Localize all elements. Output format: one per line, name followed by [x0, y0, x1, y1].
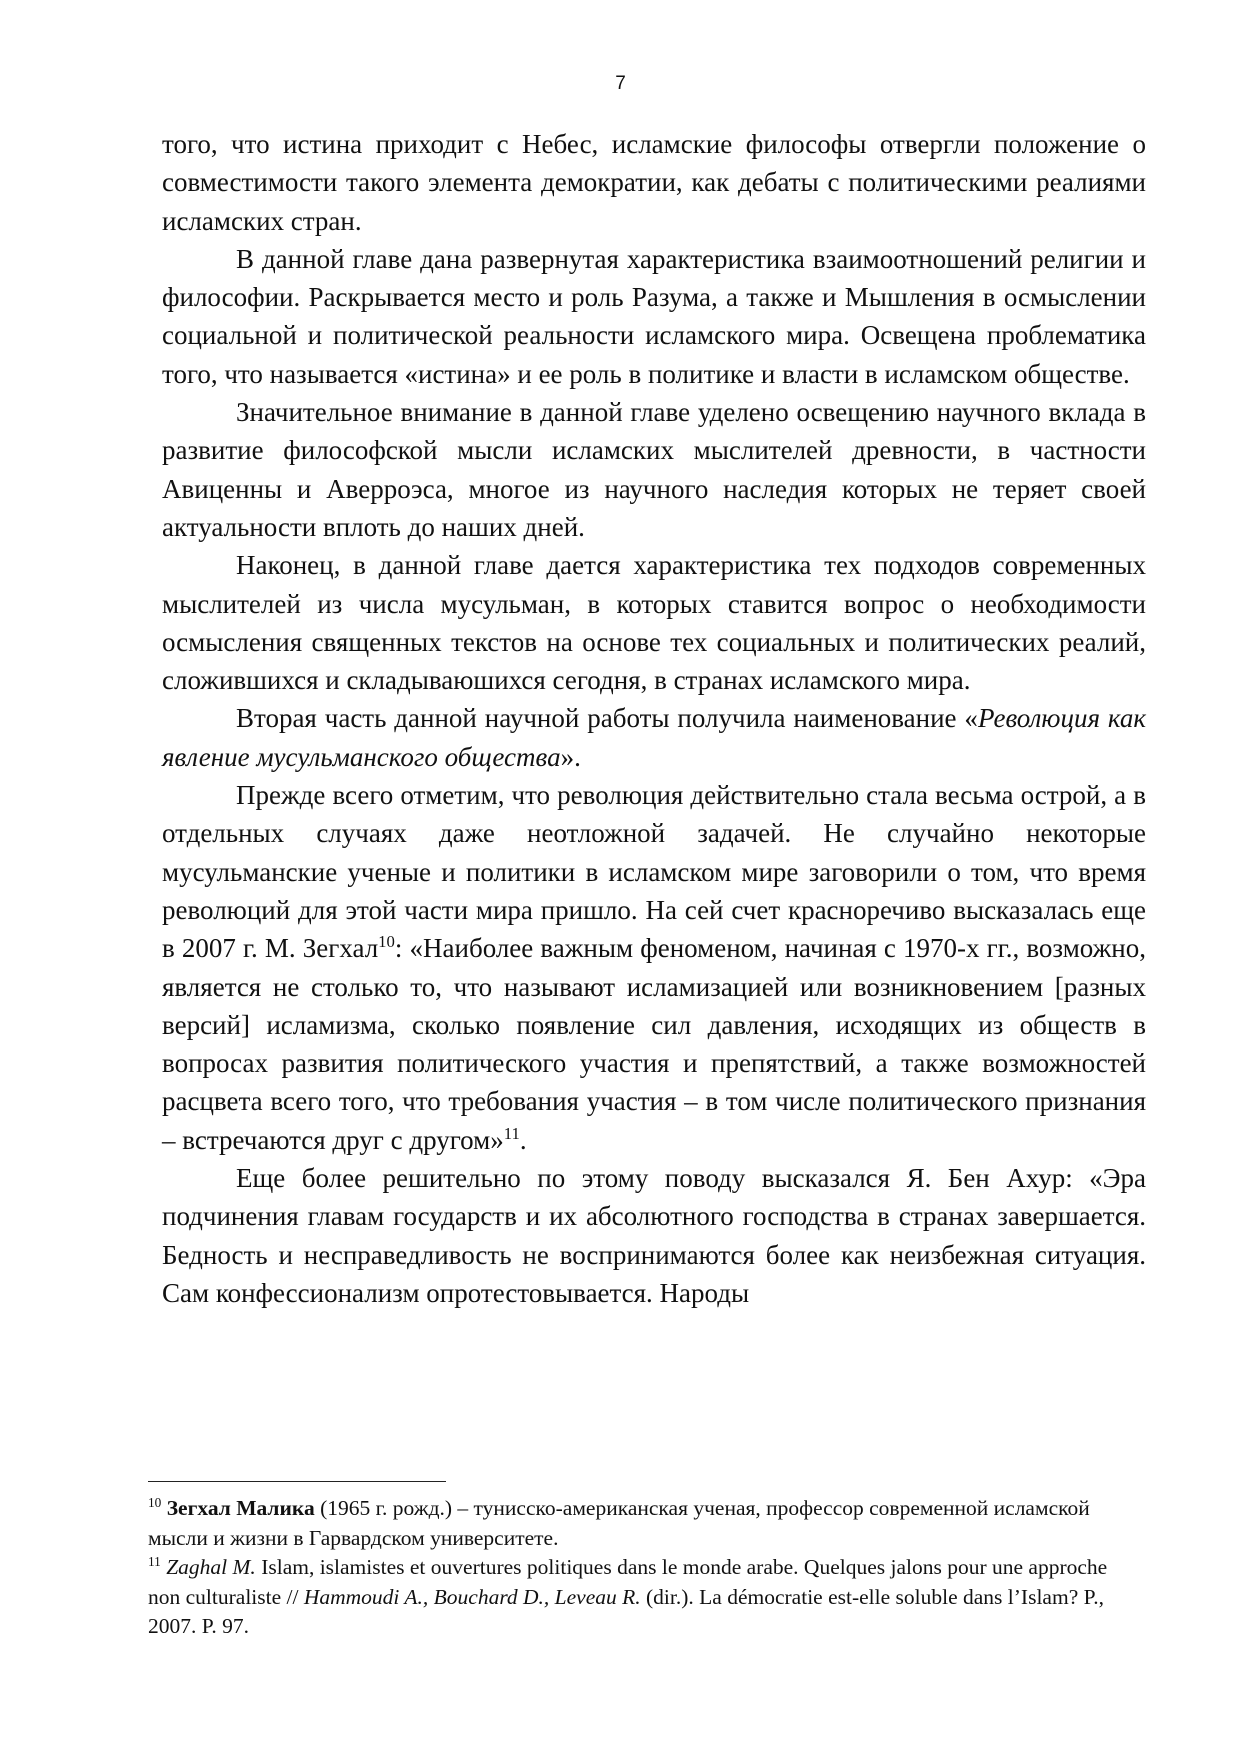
- footnote-11-number: 11: [148, 1553, 161, 1569]
- footnote-10-number: 10: [148, 1494, 162, 1510]
- footnote-ref-11: 11: [503, 1123, 520, 1143]
- paragraph-3: Значительное внимание в данной главе уделено освещению научного вклада в развитие философской мысли исламских мыслителей древности, в частности Авиценны и Аверроэса, многое из научного наследия которых не теряет своей актуальности вплоть до наших дней.: [162, 397, 1146, 542]
- footnote-11: [148, 1553, 1133, 1642]
- footnote-separator: [148, 1481, 446, 1482]
- paragraph-6-part-2: : «Наиболее важным феноменом, начиная с 1970-х гг., возможно, является не столько то, что называют исламизацией или возникновением [разных версий] исламизма, сколько появление сил давления, исходящих из обществ в вопросах развития политического участия и препятствий, а также возможностей расцвета всего того, что требования участия – в том числе политического признания – встречаются друг с другом»: [162, 933, 1146, 1155]
- paragraph-4: Наконец, в данной главе дается характеристика тех подходов современных мыслителей из числа мусульман, в которых ставится вопрос о необходимости осмысления священных текстов на основе тех социальных и политических реалий, сложившихся и складываюшихся сегодня, в странах исламского мира.: [162, 550, 1146, 696]
- main-text: [162, 125, 1146, 1312]
- footnote-11-author: Zaghal M.: [166, 1555, 256, 1579]
- footnote-11-text-1: Islam, islamistes et ouvertures politiques dans le monde arabe. Quelques jalons pour une approche non culturaliste //: [148, 1555, 1108, 1609]
- footnote-11-editors: Hammoudi A., Bouchard D., Leveau R.: [303, 1584, 641, 1609]
- paragraph-7: Еще более решительно по этому поводу высказался Я. Бен Ахур: «Эра подчинения главам государств и их абсолютного господства в странах завершается. Бедность и несправедливость не воспринимаются более как неизбежная ситуация. Сам конфессионализм опротестовывается. Народы: [162, 1163, 1146, 1308]
- paragraph-5-start: Вторая часть данной научной работы получила наименование «: [236, 703, 978, 734]
- footnote-10: [148, 1494, 1133, 1553]
- paragraph-6-part-1: Прежде всего отметим, что революция действительно стала весьма острой, а в отдельных случаях даже неотложной задачей. Не случайно некоторые мусульманские ученые и политики в исламском мире заговорили о том, что время революций для этой части мира пришло. На сей счет красноречиво высказалась еще в 2007 г. М. Зегхал: [162, 780, 1146, 964]
- paragraph-5-end: ».: [560, 741, 581, 772]
- footnote-10-text: (1965 г. рожд.) – тунисско-американская ученая, профессор современной исламской мысли и жизни в Гарвардском университете.: [148, 1496, 1090, 1550]
- paragraph-5: [162, 699, 1146, 776]
- paragraph-6-part-3: .: [519, 1124, 527, 1155]
- paragraph-1: того, что истина приходит с Небес, исламские философы отвергли положение о совместимости такого элемента демократии, как дебаты с политическими реалиями исламских стран.: [162, 129, 1146, 236]
- footnote-11-text-2: (dir.). La démocratie est-elle soluble dans l’Islam? P., 2007. P. 97.: [148, 1584, 1104, 1638]
- footnotes: [148, 1494, 1133, 1642]
- page-number: 7: [615, 73, 626, 94]
- paragraph-6: [162, 776, 1146, 1159]
- work-part-title: Революция как явление мусульманского общества: [162, 703, 1146, 772]
- footnote-10-author: Зегхал Малика: [166, 1496, 315, 1520]
- footnote-ref-10: 10: [378, 932, 395, 952]
- paragraph-2: В данной главе дана развернутая характеристика взаимоотношений религии и философии. Раскрывается место и роль Разума, а также и Мышления в осмыслении социальной и политической реальности исламского мира. Освещена проблематика того, что называется «истина» и ее роль в политике и власти в исламском обществе.: [162, 243, 1146, 389]
